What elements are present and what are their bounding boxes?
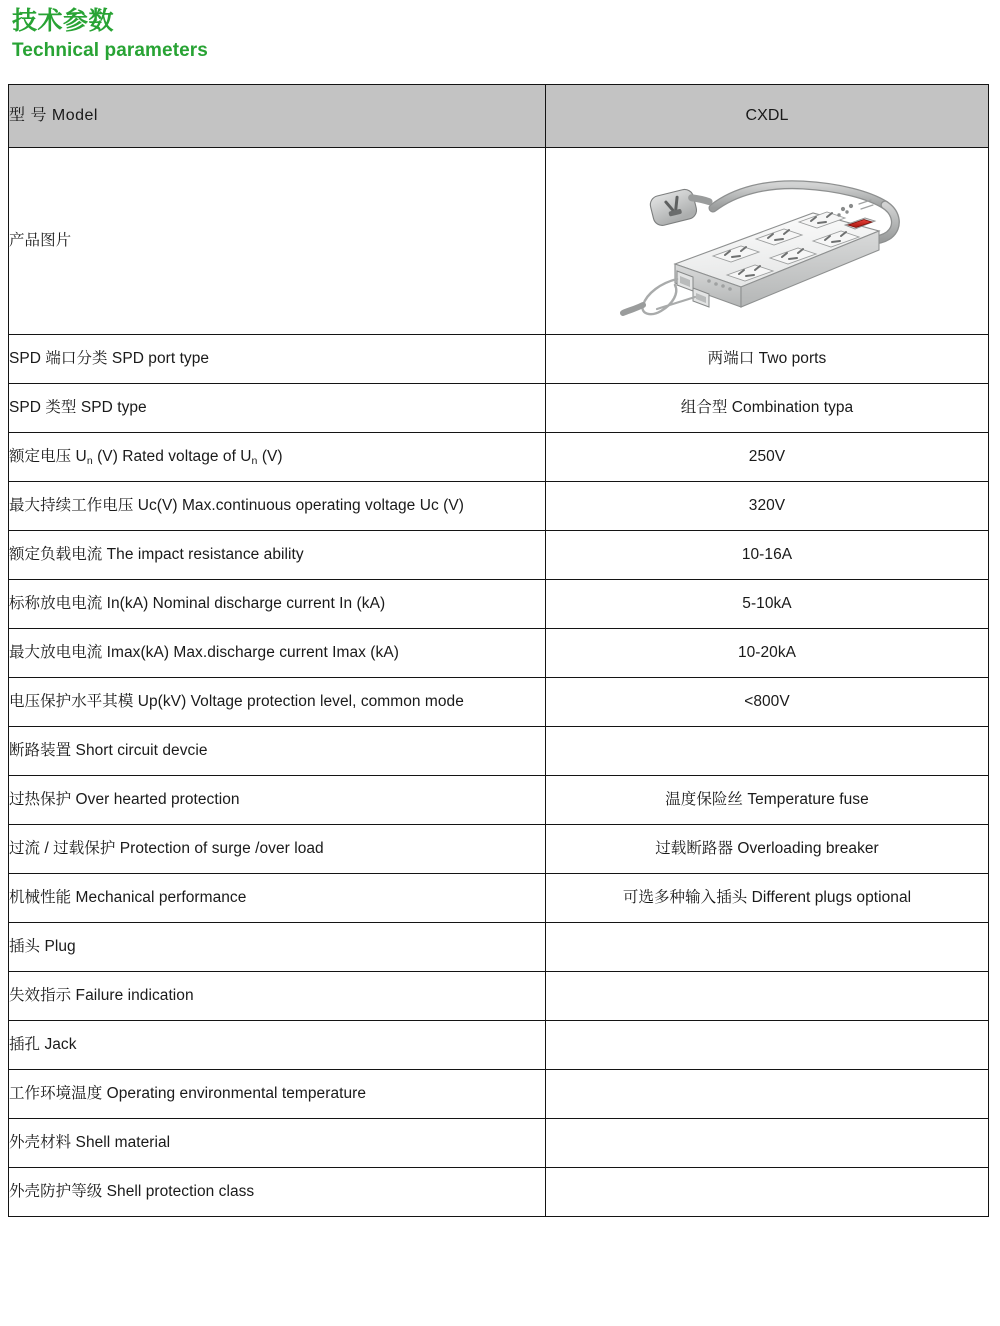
row-label: 额定负载电流 The impact resistance ability <box>9 531 546 580</box>
table-row <box>9 384 989 433</box>
table-row <box>9 482 989 531</box>
table-row <box>9 1119 989 1168</box>
table-row <box>9 923 989 972</box>
row-value: 两端口 Two ports <box>546 335 989 384</box>
row-label: SPD 端口分类 SPD port type <box>9 335 546 384</box>
row-label: 断路装置 Short circuit devcie <box>9 727 546 776</box>
row-label: SPD 类型 SPD type <box>9 384 546 433</box>
row-label: 最大放电电流 Imax(kA) Max.discharge current Imax (kA) <box>9 629 546 678</box>
row-value <box>546 972 989 1021</box>
table-row <box>9 874 989 923</box>
row-value <box>546 727 989 776</box>
row-label: 过流 / 过载保护 Protection of surge /over load <box>9 825 546 874</box>
row-label: 额定电压 $U_n$ (V) Rated voltage of $U_n$ (V) <box>9 433 546 482</box>
page-title-chinese: 技术参数 <box>12 6 115 35</box>
table-row <box>9 776 989 825</box>
table-row <box>9 825 989 874</box>
header-model-label: 型 号 Model <box>9 85 546 148</box>
row-label: 标称放电电流 In(kA) Nominal discharge current In (kA) <box>9 580 546 629</box>
row-value: 320V <box>546 482 989 531</box>
row-value: 可选多种输入插头 Different plugs optional <box>546 874 989 923</box>
row-label: 外壳材料 Shell material <box>9 1119 546 1168</box>
row-value <box>546 1070 989 1119</box>
row-label: 失效指示 Failure indication <box>9 972 546 1021</box>
row-label: 机械性能 Mechanical performance <box>9 874 546 923</box>
table-row <box>9 629 989 678</box>
page-heading <box>12 6 612 62</box>
row-value: 10-20kA <box>546 629 989 678</box>
table-header-row <box>9 85 989 148</box>
row-value: 温度保险丝 Temperature fuse <box>546 776 989 825</box>
row-value <box>546 1021 989 1070</box>
row-value: 250V <box>546 433 989 482</box>
row-value: 5-10kA <box>546 580 989 629</box>
row-value: 组合型 Combination typa <box>546 384 989 433</box>
table-row <box>9 433 989 482</box>
table-row <box>9 1168 989 1217</box>
table-row <box>9 678 989 727</box>
table-row <box>9 335 989 384</box>
row-value: 过载断路器 Overloading breaker <box>546 825 989 874</box>
table-row <box>9 1021 989 1070</box>
table-row <box>9 1070 989 1119</box>
product-image-row <box>9 148 989 335</box>
row-value: <800V <box>546 678 989 727</box>
row-label: 插头 Plug <box>9 923 546 972</box>
table-row <box>9 531 989 580</box>
row-value <box>546 1119 989 1168</box>
product-image-cell <box>546 148 989 335</box>
power-strip-surge-protector-photo <box>617 161 917 321</box>
header-model-value: CXDL <box>546 85 989 148</box>
table-row <box>9 580 989 629</box>
row-value: 10-16A <box>546 531 989 580</box>
table-row <box>9 727 989 776</box>
row-label: 电压保护水平其模 Up(kV) Voltage protection level, common mode <box>9 678 546 727</box>
row-label: 插孔 Jack <box>9 1021 546 1070</box>
table-row <box>9 972 989 1021</box>
product-image-label: 产品图片 <box>9 148 546 335</box>
row-value <box>546 923 989 972</box>
technical-parameters-table <box>8 84 989 1217</box>
row-label: 过热保护 Over hearted protection <box>9 776 546 825</box>
page-title-english: Technical parameters <box>12 39 208 61</box>
row-value <box>546 1168 989 1217</box>
row-label: 外壳防护等级 Shell protection class <box>9 1168 546 1217</box>
row-label: 最大持续工作电压 Uc(V) Max.continuous operating voltage Uc (V) <box>9 482 546 531</box>
row-label: 工作环境温度 Operating environmental temperature <box>9 1070 546 1119</box>
table-body <box>9 85 989 1217</box>
